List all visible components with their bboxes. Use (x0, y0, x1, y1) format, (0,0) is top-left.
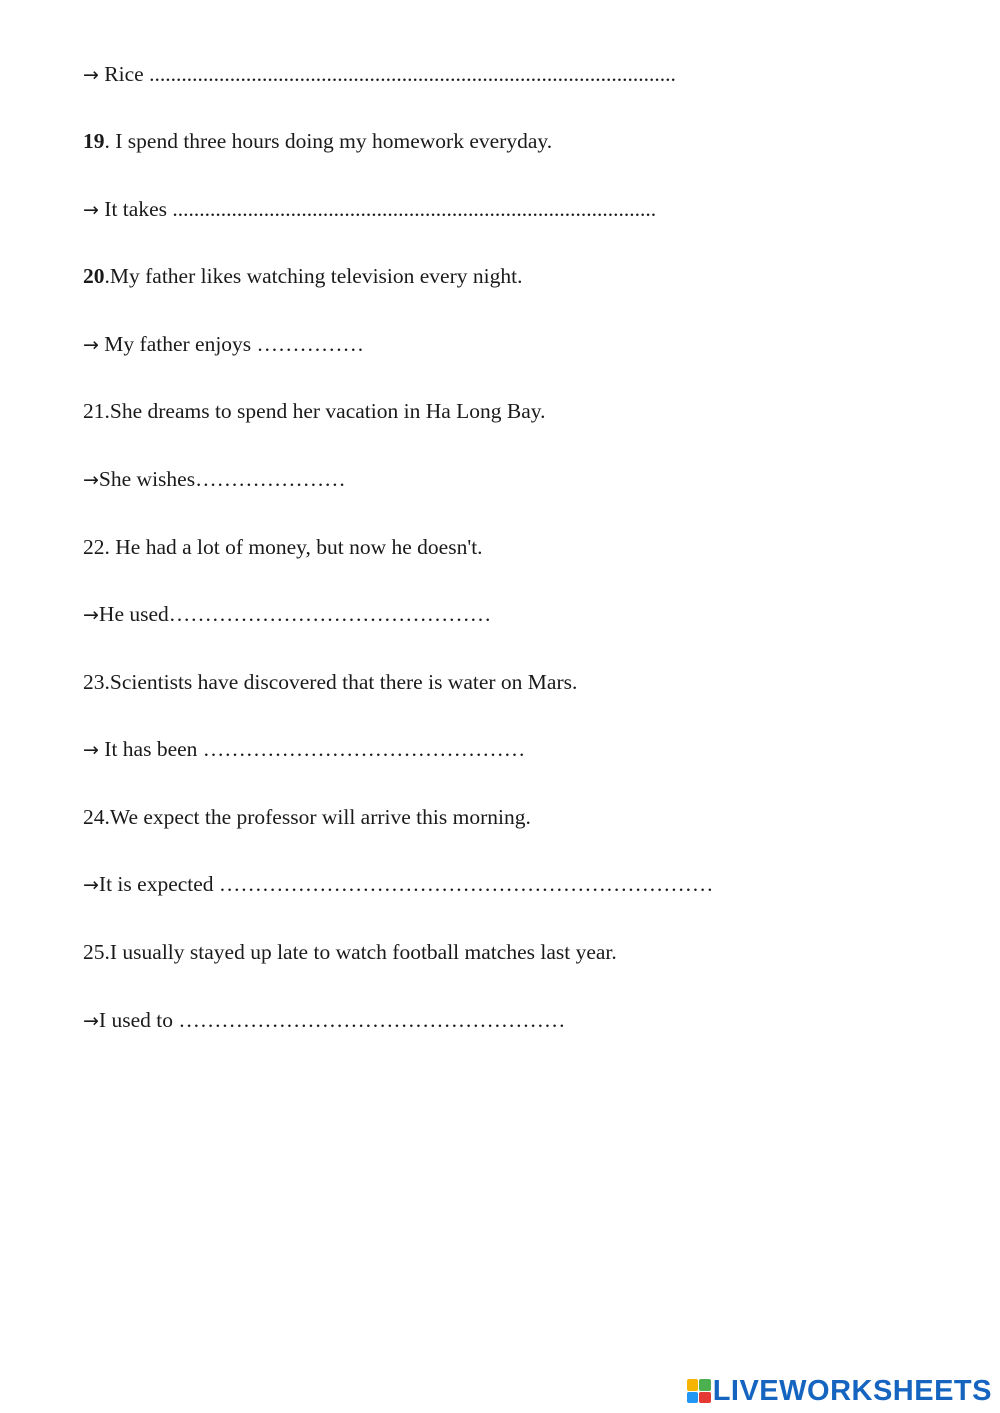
arrow-icon: → (83, 874, 99, 896)
question-number: 20 (83, 264, 105, 288)
arrow-icon: → (83, 334, 99, 356)
answer-line-24 (83, 870, 713, 899)
liveworksheets-logo-icon (687, 1379, 711, 1403)
question-text: .My father likes watching television every night. (104, 264, 523, 288)
question-text: 23.Scientists have discovered that there is water on Mars. (83, 670, 578, 694)
arrow-icon: → (83, 469, 99, 491)
answer-line-20 (83, 330, 364, 359)
answer-line-21 (83, 465, 346, 494)
liveworksheets-logo (687, 1375, 992, 1407)
question-19 (83, 127, 552, 155)
question-text: 25.I usually stayed up late to watch football matches last year. (83, 940, 617, 964)
answer-line-22 (83, 600, 491, 629)
logo-text: LIVEWORKSHEETS (712, 1374, 992, 1407)
arrow-icon: → (83, 199, 99, 221)
question-text: 22. He had a lot of money, but now he doesn't. (83, 535, 483, 559)
answer-text: He used……………………………………… (98, 602, 492, 626)
answer-text: It is expected …………………………………………………………… (98, 872, 714, 896)
answer-text: It has been ……………………………………… (104, 737, 526, 761)
question-24 (83, 803, 531, 831)
question-22 (83, 533, 483, 561)
question-21 (83, 397, 546, 425)
answer-line-19 (83, 195, 656, 224)
answer-text: She wishes………………… (98, 467, 346, 491)
question-text: . I spend three hours doing my homework everyday. (104, 129, 553, 153)
arrow-icon: → (83, 64, 99, 86)
arrow-icon: → (83, 604, 99, 626)
arrow-icon: → (83, 1010, 99, 1032)
arrow-icon: → (83, 739, 99, 761)
answer-line-rice (83, 60, 676, 89)
answer-text: Rice .................................................................................................. (104, 62, 676, 86)
question-text: 21.She dreams to spend her vacation in Ha Long Bay. (83, 399, 546, 423)
answer-line-25 (83, 1006, 565, 1035)
question-20 (83, 262, 522, 290)
question-text: 24.We expect the professor will arrive this morning. (83, 805, 531, 829)
answer-text: I used to ……………………………………………… (98, 1008, 566, 1032)
question-23 (83, 668, 577, 696)
answer-text: It takes .......................................................................................... (104, 197, 657, 221)
question-25 (83, 938, 617, 966)
question-number: 19 (83, 129, 105, 153)
answer-line-23 (83, 735, 525, 764)
answer-text: My father enjoys …………… (104, 332, 365, 356)
